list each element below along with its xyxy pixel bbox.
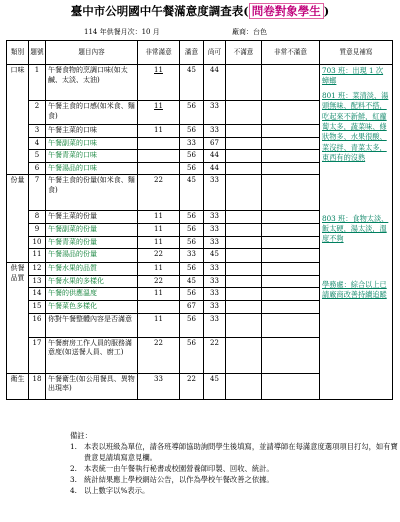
rating-percent: 33	[210, 289, 219, 298]
rating-percent: 33	[210, 264, 219, 273]
rating-percent: 56	[187, 102, 196, 110]
question-text: 午餐主食的口感(如米食、麵食)	[46, 101, 138, 125]
question-text: 午餐的供應溫度	[46, 288, 138, 301]
rating-value	[138, 150, 180, 163]
rating-value	[138, 288, 180, 301]
rating-value	[138, 249, 180, 263]
rating-value	[138, 275, 180, 288]
rating-percent: 33	[210, 301, 219, 310]
rating-value	[180, 223, 204, 236]
remark-item	[70, 463, 400, 474]
rating-percent: 33	[210, 126, 219, 134]
rating-percent: 67	[187, 301, 196, 310]
rating-percent: 45	[187, 66, 196, 74]
rating-percent: 22	[154, 338, 163, 347]
remark-text: 以上數字以%表示。	[84, 486, 150, 495]
category-cell: 供餐品質	[7, 263, 29, 373]
remark-number: 1.	[70, 442, 77, 451]
rating-percent: 22	[154, 176, 163, 185]
rating-percent: 67	[210, 138, 219, 147]
rating-percent: 45	[187, 176, 196, 185]
rating-percent: 33	[187, 138, 196, 147]
rating-value	[204, 137, 226, 150]
comment-entry: 801 班：菜清淡、湯頭無味、配料不搭，吃起來不新鮮，紅蘿蔔太多，蔬菜味、條狀物多、水果很酸、菜沒拌、青菜太多，東西有的沒熟	[322, 90, 389, 163]
rating-value	[204, 313, 226, 337]
rating-percent: 56	[187, 224, 196, 233]
question-number: 15	[29, 300, 46, 313]
rating-value	[204, 275, 226, 288]
rating-percent: 44	[210, 163, 219, 172]
rating-percent: 11	[154, 237, 163, 246]
rating-percent: 33	[210, 102, 219, 110]
rating-percent: 56	[187, 237, 196, 246]
comment-entry: 703 班：出現 1 次蟑螂	[322, 66, 384, 86]
rating-value	[204, 249, 226, 263]
rating-percent: 11	[154, 314, 163, 323]
rating-percent: 11	[154, 289, 163, 298]
header-number: 題號	[29, 41, 46, 65]
rating-value	[262, 263, 320, 276]
question-number: 6	[29, 162, 46, 175]
rating-value	[226, 65, 262, 101]
remark-text: 統計結果應上學校網站公告，以作為學校午餐改善之依據。	[84, 475, 274, 484]
comments-cell	[320, 65, 393, 400]
header-satisfied: 滿意	[180, 41, 204, 65]
question-number: 18	[29, 373, 46, 399]
question-number: 4	[29, 137, 46, 150]
rating-value	[138, 373, 180, 399]
rating-value	[262, 137, 320, 150]
rating-percent: 11	[154, 126, 163, 134]
rating-value	[262, 175, 320, 211]
rating-value	[138, 125, 180, 138]
remark-text: 本表以班級為單位，請各班導師協助詢問學生後填寫，並請導師在每滿意度選項項目打勾，如有寶貴意見請填寫意見欄。	[84, 442, 398, 462]
rating-value	[204, 373, 226, 399]
survey-title: 臺中市公明國中午餐滿意度調查表( 問卷對象學生 )	[70, 4, 330, 18]
header-very-dissatisfied: 非常不滿意	[262, 41, 320, 65]
rating-value	[180, 263, 204, 276]
rating-percent: 11	[154, 102, 163, 110]
rating-percent: 22	[154, 250, 163, 259]
question-number: 10	[29, 236, 46, 249]
rating-percent: 56	[187, 126, 196, 134]
rating-value	[180, 125, 204, 138]
rating-value	[204, 211, 226, 224]
rating-percent: 11	[154, 264, 163, 273]
rating-percent: 33	[187, 250, 196, 259]
question-text: 午餐副菜的口味	[46, 137, 138, 150]
rating-value	[204, 101, 226, 125]
rating-percent: 22	[210, 338, 219, 347]
rating-percent: 56	[187, 264, 196, 273]
question-number: 2	[29, 101, 46, 125]
rating-percent: 44	[210, 151, 219, 160]
rating-value	[226, 300, 262, 313]
rating-value	[180, 288, 204, 301]
category-cell: 衛生	[7, 373, 29, 399]
rating-percent: 56	[187, 314, 196, 323]
rating-value	[262, 101, 320, 125]
rating-value	[138, 313, 180, 337]
question-number: 7	[29, 175, 46, 211]
rating-value	[180, 373, 204, 399]
question-text: 午餐主菜的份量	[46, 211, 138, 224]
remarks-list	[70, 441, 400, 496]
survey-target-highlight: 問卷對象學生	[249, 3, 324, 19]
rating-value	[138, 223, 180, 236]
rating-value	[180, 249, 204, 263]
rating-value	[180, 65, 204, 101]
question-number: 11	[29, 249, 46, 263]
rating-value	[262, 211, 320, 224]
rating-percent: 33	[154, 374, 163, 383]
question-number: 13	[29, 275, 46, 288]
rating-value	[180, 211, 204, 224]
rating-value	[180, 275, 204, 288]
rating-percent: 45	[210, 250, 219, 259]
rating-value	[262, 313, 320, 337]
question-number: 17	[29, 337, 46, 373]
question-text: 午餐水果的品質	[46, 263, 138, 276]
rating-value	[262, 125, 320, 138]
semester-label: 114 年供餐月次：10 月	[84, 28, 160, 36]
category-cell: 口味	[7, 65, 29, 175]
question-text: 午餐水果的多樣化	[46, 275, 138, 288]
rating-value	[262, 300, 320, 313]
rating-value	[226, 223, 262, 236]
rating-percent: 33	[210, 314, 219, 323]
rating-value	[226, 263, 262, 276]
rating-value	[226, 175, 262, 211]
rating-value	[262, 275, 320, 288]
rating-percent: 33	[210, 237, 219, 246]
question-text: 午餐青菜的份量	[46, 236, 138, 249]
remark-item	[70, 474, 400, 485]
rating-value	[226, 313, 262, 337]
rating-value	[204, 223, 226, 236]
rating-value	[204, 150, 226, 163]
rating-value	[226, 275, 262, 288]
rating-value	[204, 263, 226, 276]
rating-percent: 11	[154, 66, 163, 74]
question-number: 14	[29, 288, 46, 301]
question-text: 午餐湯品的口味	[46, 162, 138, 175]
rating-value	[180, 162, 204, 175]
question-text: 你對午餐整體內容是否滿意	[46, 313, 138, 337]
rating-value	[180, 101, 204, 125]
rating-value	[138, 137, 180, 150]
question-text: 午餐主菜的口味	[46, 125, 138, 138]
question-number: 1	[29, 65, 46, 101]
table-header-row	[7, 41, 393, 65]
rating-value	[226, 236, 262, 249]
rating-percent: 56	[187, 289, 196, 298]
rating-value	[226, 249, 262, 263]
remarks-title: 備註：	[70, 431, 92, 440]
rating-value	[180, 300, 204, 313]
rating-value	[226, 373, 262, 399]
table-row	[7, 65, 393, 101]
header-fair: 尚可	[204, 41, 226, 65]
rating-value	[138, 337, 180, 373]
rating-percent: 33	[210, 176, 219, 185]
question-text: 午餐衛生(如公用餐具、異物出現率)	[46, 373, 138, 399]
rating-value	[138, 162, 180, 175]
rating-value	[138, 65, 180, 101]
rating-value	[226, 337, 262, 373]
rating-value	[138, 211, 180, 224]
remarks-section	[70, 430, 400, 496]
header-category: 類別	[7, 41, 29, 65]
comment-entry: 學務處：綜合以上已請廠商改善持續追蹤	[322, 279, 387, 300]
header-very-satisfied: 非常滿意	[138, 41, 180, 65]
rating-value	[262, 65, 320, 101]
rating-value	[262, 236, 320, 249]
rating-value	[262, 223, 320, 236]
rating-value	[180, 337, 204, 373]
rating-value	[180, 313, 204, 337]
rating-value	[138, 263, 180, 276]
rating-percent: 22	[187, 374, 196, 383]
question-number: 9	[29, 223, 46, 236]
rating-value	[226, 211, 262, 224]
question-number: 8	[29, 211, 46, 224]
rating-value	[226, 288, 262, 301]
rating-value	[226, 125, 262, 138]
vendor-label: 廠商：台色	[232, 28, 267, 36]
rating-percent: 45	[187, 276, 196, 285]
question-text: 午餐青菜的口味	[46, 150, 138, 163]
rating-value	[226, 137, 262, 150]
question-number: 12	[29, 263, 46, 276]
rating-percent: 56	[187, 163, 196, 172]
rating-percent: 11	[154, 212, 163, 221]
rating-value	[180, 236, 204, 249]
question-text: 午餐廚房工作人員的服務滿意度(如送餐人員、廚工)	[46, 337, 138, 373]
rating-value	[226, 162, 262, 175]
rating-value	[204, 125, 226, 138]
question-text: 午餐菜色多樣化	[46, 300, 138, 313]
rating-value	[180, 150, 204, 163]
rating-value	[204, 288, 226, 301]
question-number: 16	[29, 313, 46, 337]
rating-value	[180, 175, 204, 211]
rating-value	[262, 288, 320, 301]
survey-table	[6, 40, 393, 400]
remark-number: 4.	[70, 486, 77, 495]
question-text: 午餐食物的烹調口味(如太鹹、太淡、太油)	[46, 65, 138, 101]
header-comments: 質意見補寫	[320, 41, 393, 65]
comment-entry: 803 班：食物太淡、飯太硬，湯太淡，溫度不夠	[322, 213, 389, 244]
remark-number: 2.	[70, 464, 77, 473]
remark-text: 本表統一由午餐執行秘書或校園營養師印製、回收、統計。	[84, 464, 274, 473]
question-number: 5	[29, 150, 46, 163]
rating-value	[226, 101, 262, 125]
rating-value	[204, 300, 226, 313]
rating-percent: 11	[154, 224, 163, 233]
question-text: 午餐副菜的份量	[46, 223, 138, 236]
remark-item	[70, 485, 400, 496]
remark-item	[70, 441, 400, 463]
rating-percent: 22	[154, 276, 163, 285]
rating-value	[262, 249, 320, 263]
rating-value	[138, 300, 180, 313]
header-question: 題目內容	[46, 41, 138, 65]
remark-number: 3.	[70, 475, 77, 484]
rating-value	[204, 236, 226, 249]
header-dissatisfied: 不滿意	[226, 41, 262, 65]
rating-percent: 33	[210, 276, 219, 285]
question-text: 午餐主食的份量(如米食、麵食)	[46, 175, 138, 211]
rating-value	[204, 175, 226, 211]
rating-value	[226, 150, 262, 163]
rating-percent: 44	[210, 66, 219, 74]
rating-percent: 33	[210, 224, 219, 233]
rating-value	[262, 150, 320, 163]
question-number: 3	[29, 125, 46, 138]
rating-percent: 56	[187, 151, 196, 160]
rating-value	[138, 175, 180, 211]
rating-value	[262, 337, 320, 373]
rating-value	[138, 236, 180, 249]
rating-percent: 56	[187, 338, 196, 347]
question-text: 午餐湯品的份量	[46, 249, 138, 263]
category-cell: 份量	[7, 175, 29, 263]
rating-value	[204, 65, 226, 101]
rating-percent: 33	[210, 212, 219, 221]
rating-value	[262, 162, 320, 175]
rating-percent: 56	[187, 212, 196, 221]
rating-value	[180, 137, 204, 150]
rating-value	[204, 337, 226, 373]
rating-value	[262, 373, 320, 399]
rating-value	[204, 162, 226, 175]
rating-percent: 45	[210, 374, 219, 383]
rating-value	[138, 101, 180, 125]
